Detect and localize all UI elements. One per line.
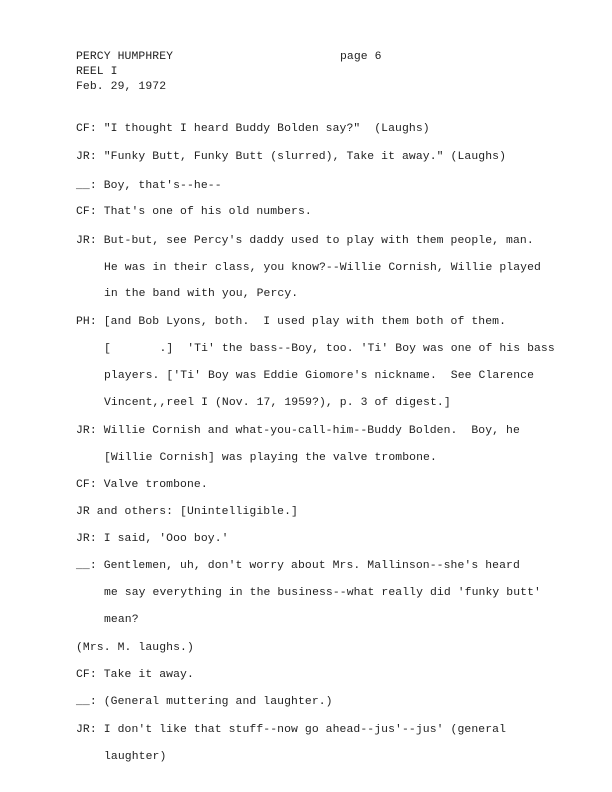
line-text: [and Bob Lyons, both. I used play with them both of them. <box>96 316 507 328</box>
line-text: Take it away. <box>96 669 194 681</box>
speaker-label: JR: <box>76 235 97 247</box>
transcript-line <box>76 205 312 219</box>
transcript-line <box>104 287 298 301</box>
transcript-line <box>76 505 298 519</box>
reel-number: REEL I <box>76 66 118 78</box>
line-text: me say everything in the business--what really did 'funky butt' <box>104 587 541 599</box>
speaker-label: __: <box>76 696 97 708</box>
line-text: [ .] 'Ti' the bass--Boy, too. 'Ti' Boy was one of his bass <box>104 343 555 355</box>
transcript-line <box>76 641 194 655</box>
transcript-line <box>104 750 166 764</box>
speaker-label: JR: <box>76 425 97 437</box>
line-text: [Willie Cornish] was playing the valve trombone. <box>104 452 437 464</box>
speaker-label: JR and others: <box>76 506 174 518</box>
line-text: That's one of his old numbers. <box>96 206 312 218</box>
line-text: Boy, that's--he-- <box>96 180 222 192</box>
line-text: "I thought I heard Buddy Bolden say?" (Laughs) <box>96 123 430 135</box>
line-text: Gentlemen, uh, don't worry about Mrs. Mallinson--she's heard <box>96 560 520 572</box>
speaker-label: JR: <box>76 724 97 736</box>
transcript-line <box>76 723 506 737</box>
speaker-label: CF: <box>76 206 97 218</box>
line-text: (Mrs. M. laughs.) <box>76 642 194 654</box>
speaker-label: CF: <box>76 669 97 681</box>
transcript-line <box>76 559 520 573</box>
transcript-line <box>76 315 506 329</box>
interview-date: Feb. 29, 1972 <box>76 81 167 93</box>
speaker-label: CF: <box>76 479 97 491</box>
transcript-line <box>104 369 534 383</box>
transcript-line <box>76 122 430 136</box>
line-text: Vincent,,reel I (Nov. 17, 1959?), p. 3 of digest.] <box>104 397 451 409</box>
line-text: Willie Cornish and what-you-call-him--Buddy Bolden. Boy, he <box>96 425 520 437</box>
line-text: He was in their class, you know?--Willie Cornish, Willie played <box>104 262 541 274</box>
line-text: laughter) <box>104 751 167 763</box>
transcript-line <box>104 396 451 410</box>
transcript-line <box>104 451 437 465</box>
page-number: page 6 <box>340 51 382 63</box>
line-text: I said, 'Ooo boy.' <box>96 533 229 545</box>
transcript-line <box>76 532 229 546</box>
line-text: players. ['Ti' Boy was Eddie Giomore's nickname. See Clarence <box>104 370 535 382</box>
transcript-line <box>104 261 541 275</box>
line-text: "Funky Butt, Funky Butt (slurred), Take it away." (Laughs) <box>96 151 507 163</box>
line-text: I don't like that stuff--now go ahead--jus'--jus' (general <box>96 724 507 736</box>
line-text: Valve trombone. <box>96 479 208 491</box>
transcript-line <box>76 668 194 682</box>
transcript-line <box>104 613 139 627</box>
transcript-line <box>76 695 333 709</box>
speaker-label: JR: <box>76 151 97 163</box>
line-text: mean? <box>104 614 139 626</box>
speaker-label: __: <box>76 560 97 572</box>
transcript-line <box>104 586 541 600</box>
speaker-label: CF: <box>76 123 97 135</box>
transcript-line <box>76 234 534 248</box>
transcript-line <box>76 478 208 492</box>
transcript-line <box>76 424 520 438</box>
speaker-label: JR: <box>76 533 97 545</box>
transcript-line <box>76 150 506 164</box>
speaker-label: PH: <box>76 316 97 328</box>
line-text: in the band with you, Percy. <box>104 288 299 300</box>
speaker-label: __: <box>76 180 97 192</box>
line-text: But-but, see Percy's daddy used to play with them people, man. <box>96 235 534 247</box>
transcript-line <box>104 342 555 356</box>
transcript-line <box>76 179 222 193</box>
line-text: (General muttering and laughter.) <box>96 696 333 708</box>
interviewee-name: PERCY HUMPHREY <box>76 51 174 63</box>
line-text: [Unintelligible.] <box>173 506 298 518</box>
